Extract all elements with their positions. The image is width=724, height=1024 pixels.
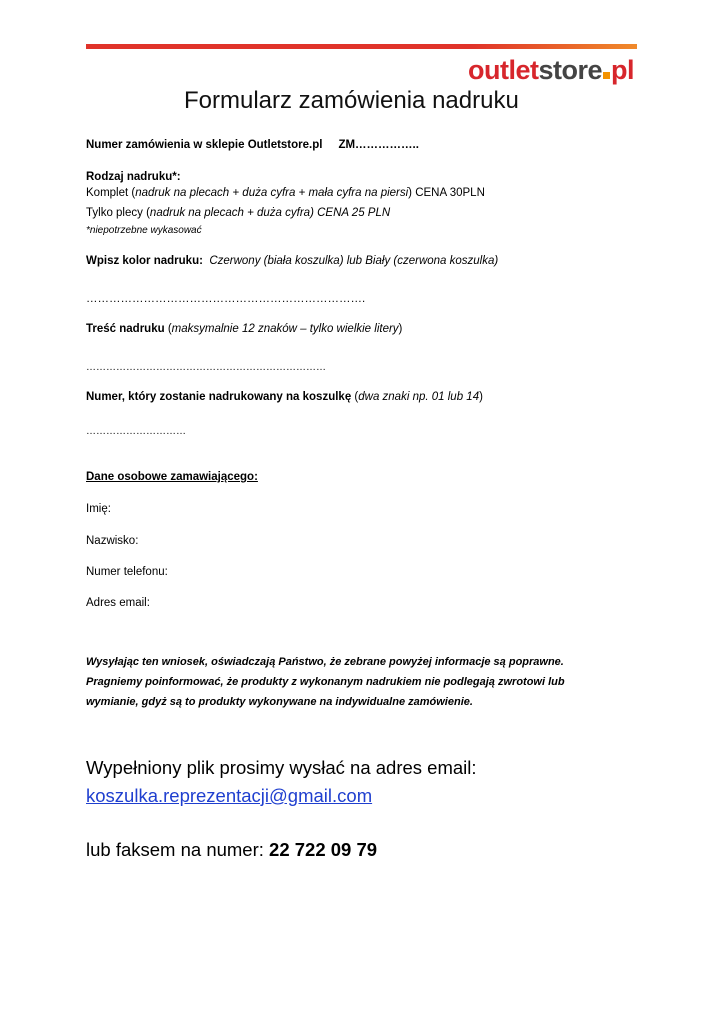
email-field[interactable]: Adres email: [86, 597, 150, 609]
logo-dot-icon [603, 72, 610, 79]
print-type-heading: Rodzaj nadruku*: [86, 171, 181, 183]
order-number-value[interactable]: ZM…………….. [338, 139, 419, 151]
number-row: Numer, który zostanie nadrukowany na koszulkę (dwa znaki np. 01 lub 14) [86, 391, 483, 403]
personal-heading: Dane osobowe zamawiającego: [86, 471, 258, 483]
header-divider [86, 44, 637, 49]
text-label: Treść nadruku [86, 323, 165, 335]
email-link[interactable]: koszulka.reprezentacji@gmail.com [86, 785, 373, 806]
submit-instruction: Wypełniony plik prosimy wysłać na adres email: [86, 757, 477, 778]
fax-row [86, 838, 377, 862]
page-title: Formularz zamówienia nadruku [184, 87, 519, 114]
number-field[interactable]: ………………………… [86, 426, 186, 437]
print-type-option-full[interactable]: Komplet (nadruk na plecach + duża cyfra + mała cyfra na piersi) CENA 30PLN [86, 187, 485, 199]
order-number-label: Numer zamówienia w sklepie Outletstore.pl [86, 139, 323, 151]
notice-line-2: Pragniemy poinformować, że produkty z wykonanym nadrukiem nie podlegają zwrotowi lub [86, 676, 565, 688]
phone-field[interactable]: Numer telefonu: [86, 566, 168, 578]
text-field[interactable]: ……………………………………………………………… [86, 362, 326, 373]
first-name-field[interactable]: Imię: [86, 503, 111, 515]
print-type-option-back[interactable]: Tylko plecy (nadruk na plecach + duża cyfra) CENA 25 PLN [86, 207, 391, 219]
text-row: Treść nadruku (maksymalnie 12 znaków – tylko wielkie litery) [86, 323, 403, 335]
notice-line-3: wymianie, gdyż są to produkty wykonywane na indywidualne zamówienie. [86, 696, 473, 708]
last-name-field[interactable]: Nazwisko: [86, 535, 139, 547]
number-label: Numer, który zostanie nadrukowany na koszulkę [86, 391, 352, 403]
outletstore-logo: outletstore pl [468, 55, 635, 85]
fax-label: lub faksem na numer: [86, 839, 270, 860]
color-field[interactable]: ………………………………………………………………. [86, 293, 366, 305]
color-row [86, 254, 498, 269]
order-number-row [86, 138, 419, 153]
fax-number: 22 722 09 79 [269, 839, 378, 860]
color-label: Wpisz kolor nadruku: [86, 255, 203, 267]
print-type-footnote: *niepotrzebne wykasować [86, 225, 202, 236]
color-options: Czerwony (biała koszulka) lub Biały (czerwona koszulka) [209, 255, 499, 267]
notice-line-1: Wysyłając ten wniosek, oświadczają Państwo, że zebrane powyżej informacje są poprawne. [86, 656, 564, 668]
